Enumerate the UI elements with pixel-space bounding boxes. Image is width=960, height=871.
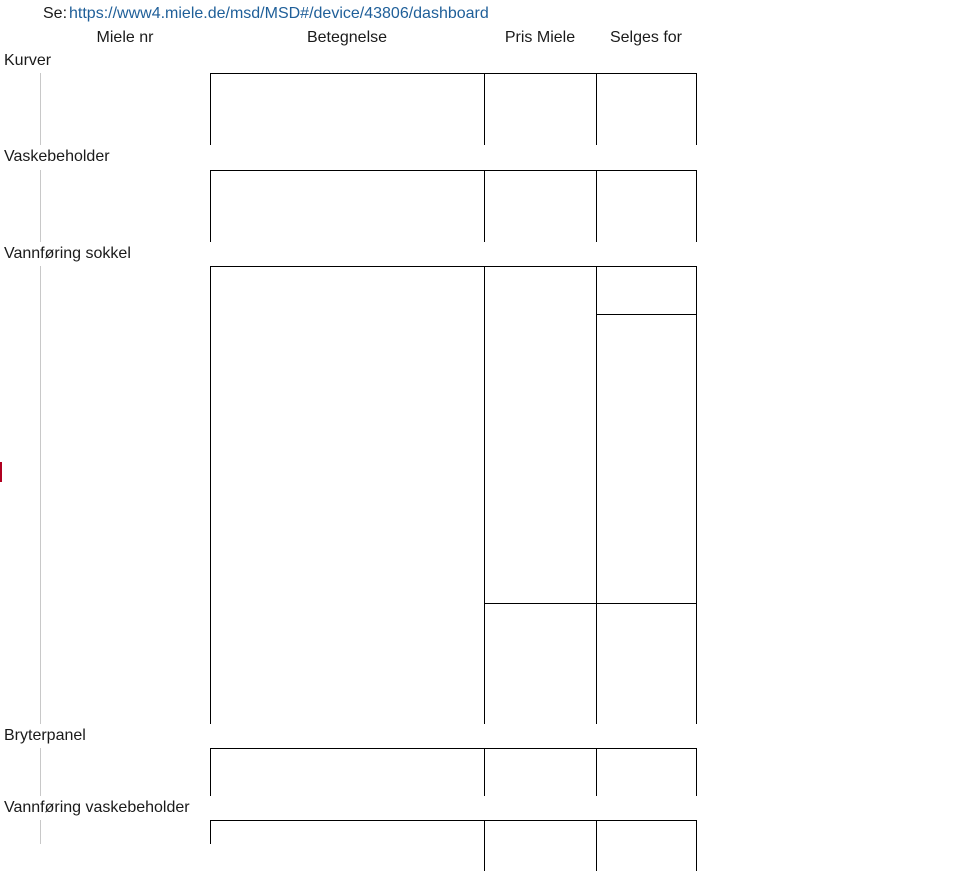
column-border [210,266,211,724]
header-miele-nr: Miele nr [96,29,154,46]
column-border [484,820,485,871]
column-border [596,748,597,796]
section-title: Vaskebeholder [4,148,110,166]
column-border [484,266,485,724]
section-title: Bryterpanel [4,726,86,744]
column-border [210,170,211,242]
header-selges: Selges for [609,29,683,46]
section-top-border [210,266,696,267]
section-top-border [210,748,696,749]
source-prefix: Se: [43,5,68,22]
column-border [484,748,485,796]
column-border [210,748,211,796]
gridline [40,170,41,242]
column-border [696,73,697,145]
section-title: Vannføring sokkel [4,244,131,262]
gridline [40,266,41,724]
gridline [40,820,41,844]
column-border [696,266,697,724]
column-border [696,170,697,242]
source-link[interactable]: https://www4.miele.de/msd/MSD#/device/43806/dashboard [69,5,489,22]
column-border [484,170,485,242]
header-betegnelse: Betegnelse [306,29,388,46]
column-border [596,820,597,871]
section-title: Kurver [4,52,52,69]
header-pris: Pris Miele [504,29,576,46]
section-title: Vannføring vaskebeholder [4,799,190,817]
gridline [40,748,41,796]
group-border [596,314,696,315]
section-top-border [210,73,696,74]
section-top-border [210,170,696,171]
column-border [210,820,211,844]
column-border [484,73,485,145]
column-border [596,170,597,242]
column-border [210,73,211,145]
column-border [596,73,597,145]
group-border [484,603,696,604]
column-border [596,266,597,724]
column-border [696,748,697,796]
column-border [696,820,697,871]
change-marker [0,462,2,482]
gridline [40,73,41,145]
section-top-border [210,820,696,821]
